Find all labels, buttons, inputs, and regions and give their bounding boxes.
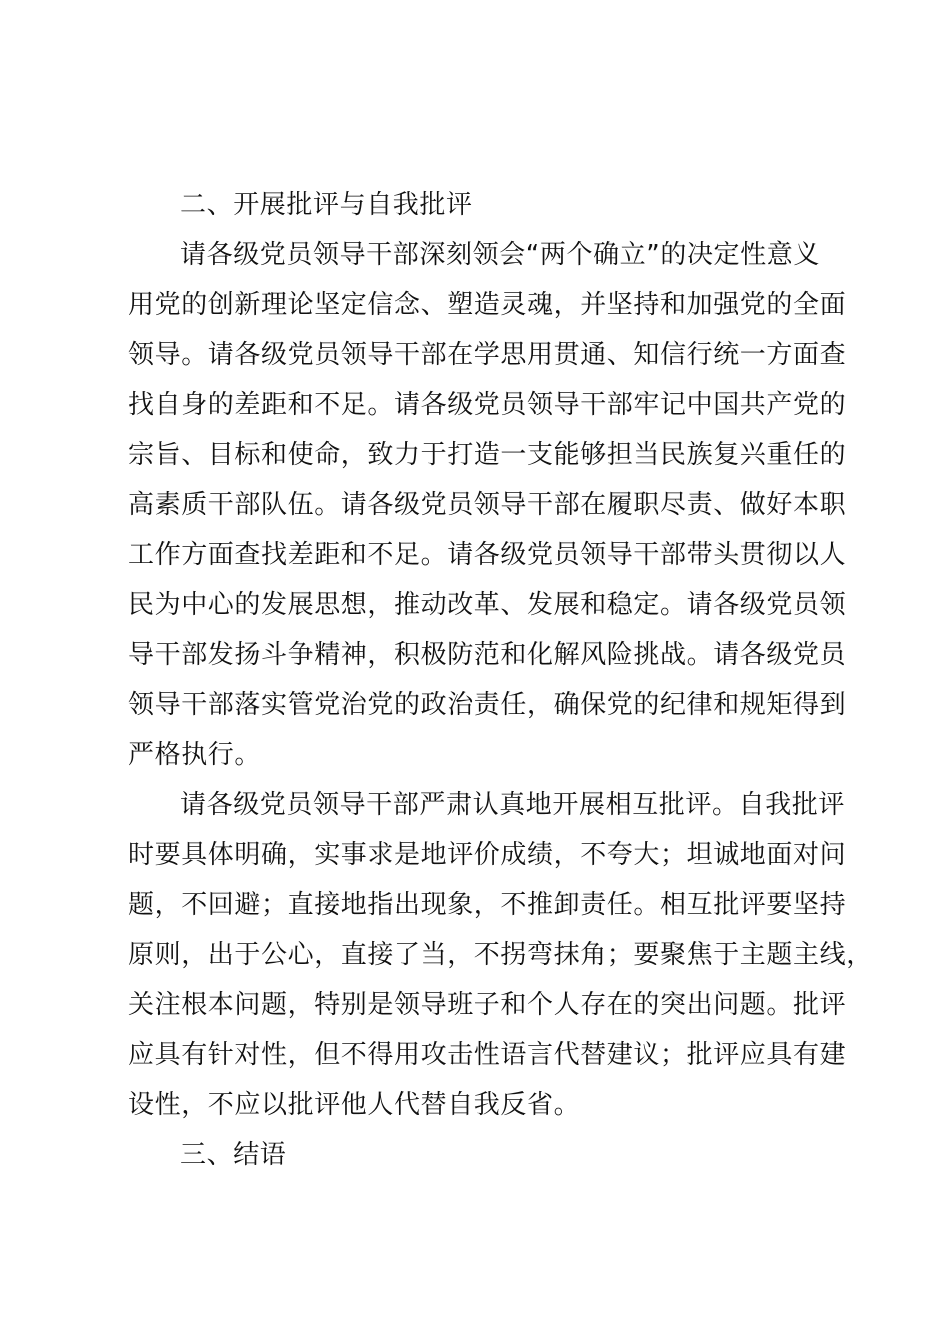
paragraph-line: 设性，不应以批评他人代替自我反省。 xyxy=(128,1090,581,1120)
section-heading-3: 三、结语 xyxy=(180,1140,287,1170)
paragraph-line: 题，不回避；直接地指出现象，不推卸责任。相互批评要坚持 xyxy=(128,890,847,920)
paragraph-line: 关注根本问题，特别是领导班子和个人存在的突出问题。批评 xyxy=(128,990,847,1020)
paragraph-1 xyxy=(128,230,847,780)
paragraph-line: 时要具体明确，实事求是地评价成绩，不夸大；坦诚地面对问 xyxy=(128,840,847,870)
paragraph-line: 宗旨、目标和使命，致力于打造一支能够担当民族复兴重任的 xyxy=(128,440,847,470)
paragraph-line: 请各级党员领导干部严肃认真地开展相互批评。自我批评 xyxy=(180,790,846,820)
paragraph-line: 应具有针对性，但不得用攻击性语言代替建议；批评应具有建 xyxy=(128,1040,847,1070)
paragraph-line: 导干部发扬斗争精神，积极防范和化解风险挑战。请各级党员 xyxy=(128,640,847,670)
paragraph-line: 严格执行。 xyxy=(128,740,262,770)
paragraph-line: 工作方面查找差距和不足。请各级党员领导干部带头贯彻以人 xyxy=(128,540,847,570)
paragraph-line: 民为中心的发展思想，推动改革、发展和稳定。请各级党员领 xyxy=(128,590,847,620)
paragraph-line: 领导。请各级党员领导干部在学思用贯通、知信行统一方面查 xyxy=(128,340,847,370)
paragraph-line: 找自身的差距和不足。请各级党员领导干部牢记中国共产党的 xyxy=(128,390,847,420)
paragraph-line: 原则，出于公心，直接了当，不拐弯抹角；要聚焦于主题主线， xyxy=(128,940,873,970)
document-body xyxy=(128,180,873,1180)
paragraph-2 xyxy=(128,780,873,1130)
paragraph-line: 领导干部落实管党治党的政治责任，确保党的纪律和规矩得到 xyxy=(128,690,847,720)
paragraph-line: 用党的创新理论坚定信念、塑造灵魂，并坚持和加强党的全面 xyxy=(128,290,847,320)
paragraph-line: 请各级党员领导干部深刻领会“两个确立”的决定性意义 xyxy=(180,240,820,270)
paragraph-line: 高素质干部队伍。请各级党员领导干部在履职尽责、做好本职 xyxy=(128,490,847,520)
section-heading-2: 二、开展批评与自我批评 xyxy=(180,190,473,220)
